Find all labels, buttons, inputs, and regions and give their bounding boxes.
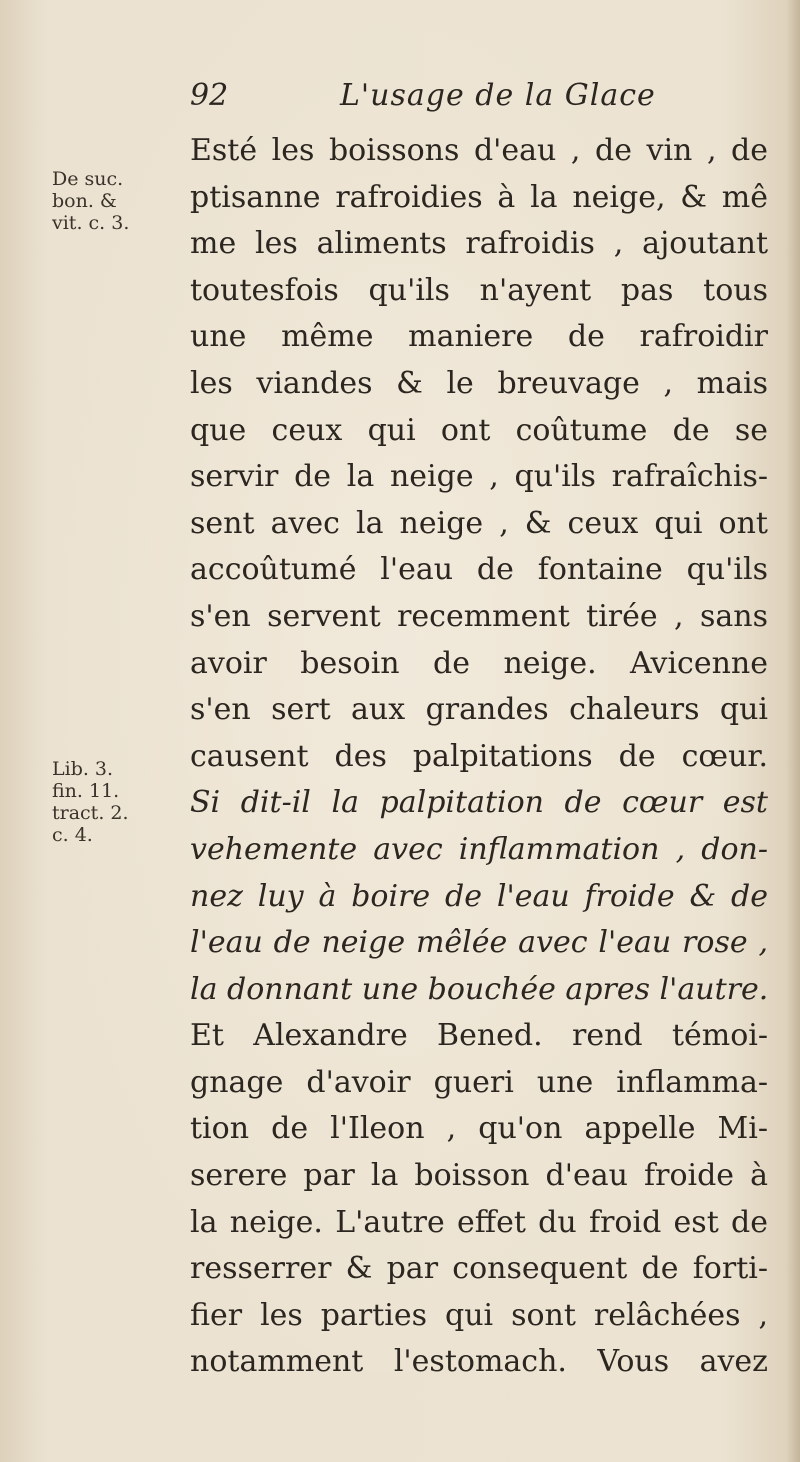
text-line: s'en sert aux grandes chaleurs qui (190, 692, 768, 728)
text-line: accoûtumé l'eau de fontaine qu'ils (190, 552, 768, 588)
text-line: nez luy à boire de l'eau froide & de (190, 878, 768, 914)
text-line: Si dit-il la palpitation de cœur est (190, 785, 768, 821)
text-line: les viandes & le breuvage , mais (190, 365, 768, 401)
margin-note-reference: Lib. 3. fin. 11. tract. 2. c. 4. (52, 758, 129, 846)
text-line: ptisanne rafroidies à la neige, & mê (190, 179, 768, 215)
text-line: la donnant une bouchée apres l'autre. (190, 971, 768, 1007)
text-line: tion de l'Ileon , qu'on appelle Mi- (190, 1111, 768, 1147)
text-line: s'en servent recemment tirée , sans (190, 598, 768, 634)
text-line: notamment l'estomach. Vous avez (190, 1344, 768, 1380)
text-line: gnage d'avoir gueri une inflamma- (190, 1064, 768, 1100)
text-line: vehemente avec inflammation , don- (190, 831, 768, 867)
text-line: l'eau de neige mêlée avec l'eau rose , (190, 925, 768, 961)
text-line: fier les parties qui sont relâchées , (190, 1297, 768, 1333)
running-head (190, 78, 750, 122)
text-line: avoir besoin de neige. Avicenne (190, 645, 768, 681)
margin-note-reference: De suc. bon. & vit. c. 3. (52, 168, 130, 234)
text-line: serere par la boisson d'eau froide à (190, 1158, 768, 1194)
text-line: causent des palpitations de cœur. (190, 738, 768, 774)
page-number: 92 (190, 78, 229, 113)
text-line: que ceux qui ont coûtume de se (190, 412, 768, 448)
text-line: servir de la neige , qu'ils rafraîchis- (190, 459, 768, 495)
text-line: une même maniere de rafroidir (190, 319, 768, 355)
text-line: toutesfois qu'ils n'ayent pas tous (190, 272, 768, 308)
text-line: me les aliments rafroidis , ajoutant (190, 226, 768, 262)
page-edge-shadow (786, 0, 800, 1462)
running-title: L'usage de la Glace (340, 78, 656, 113)
text-line: la neige. L'autre effet du froid est de (190, 1204, 768, 1240)
text-line: sent avec la neige , & ceux qui ont (190, 505, 768, 541)
text-line: Esté les boissons d'eau , de vin , de (190, 133, 768, 168)
text-line: resserrer & par consequent de forti- (190, 1251, 768, 1287)
body-text (190, 128, 768, 1386)
text-line: Et Alexandre Bened. rend témoi- (190, 1018, 768, 1054)
